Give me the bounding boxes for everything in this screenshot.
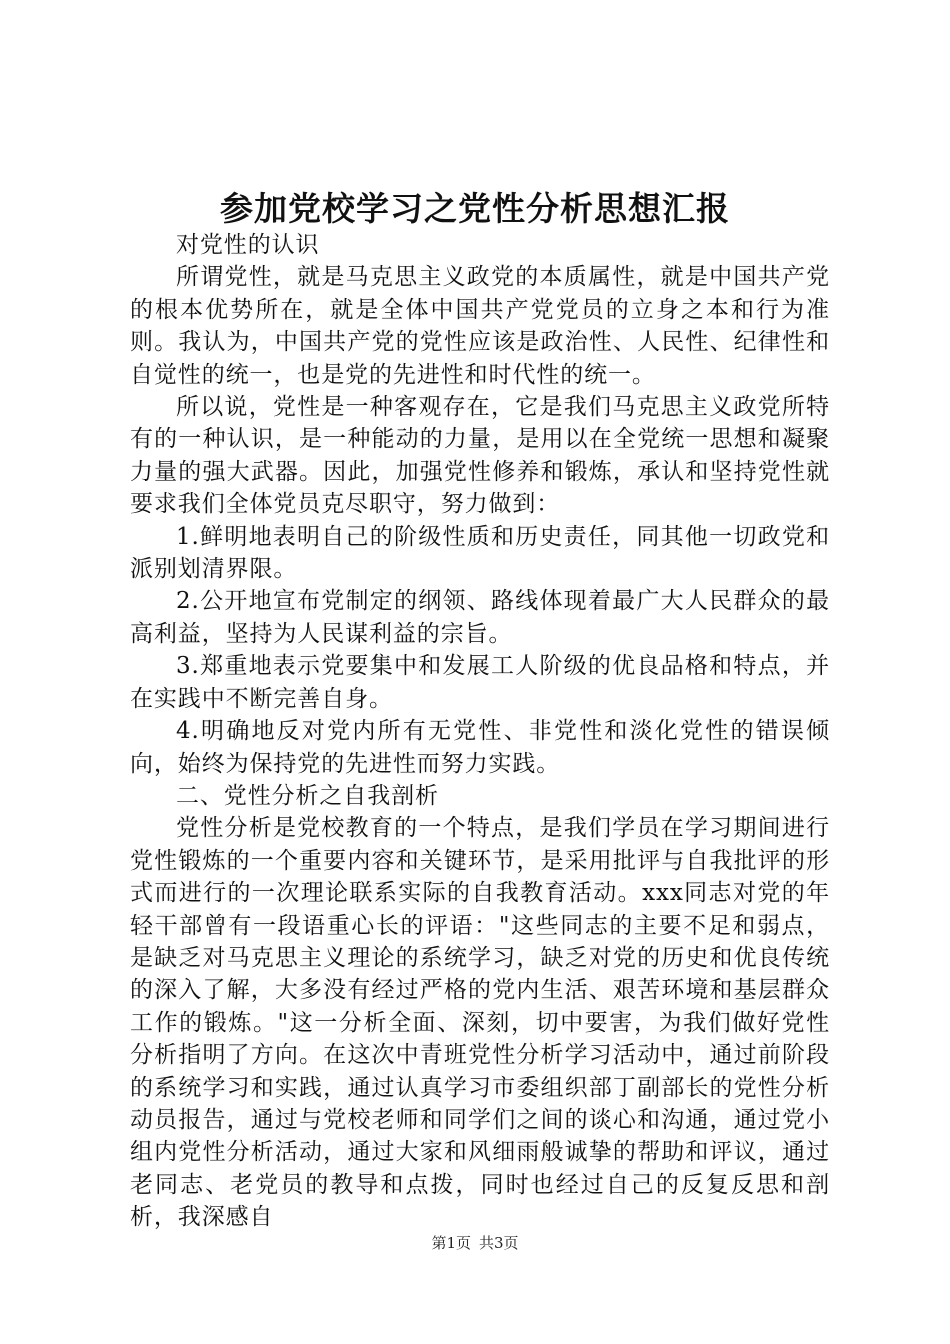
document-title: 参加党校学习之党性分析思想汇报 [220,189,730,228]
paragraph: 所谓党性，就是马克思主义政党的本质属性，就是中国共产党的根本优势所在，就是全体中国共产党党员的立身之本和行为准则。我认为，中国共产党的党性应该是政治性、人民性、纪律性和自觉性的统一，也是党的先进性和时代性的统一。 [130,264,830,388]
paragraph: 党性分析是党校教育的一个特点，是我们学员在学习期间进行党性锻炼的一个重要内容和关键环节，是采用批评与自我批评的形式而进行的一次理论联系实际的自我教育活动。xxx同志对党的年轻干部曾有一段语重心长的评语："这些同志的主要不足和弱点，是缺乏对马克思主义理论的系统学习，缺乏对党的历史和优良传统的深入了解，大多没有经过严格的党内生活、艰苦环境和基层群众工作的锻炼。"这一分析全面、深刻，切中要害，为我们做好党性分析指明了方向。在这次中青班党性分析学习活动中，通过前阶段的系统学习和实践，通过认真学习市委组织部丁副部长的党性分析动员报告，通过与党校老师和同学们之间的谈心和沟通，通过党小组内党性分析活动，通过大家和风细雨般诚挚的帮助和评议，通过老同志、老党员的教导和点拨，同时也经过自己的反复反思和剖析，我深感自 [130,815,830,1231]
section-heading-self-analysis: 二、党性分析之自我剖析 [176,782,439,809]
page-number: 第1页 [431,1234,471,1252]
document-body [130,229,830,1234]
section-heading-party-spirit: 对党性的认识 [176,232,320,258]
page-footer [0,1232,950,1254]
list-item: 4.明确地反对党内所有无党性、非党性和淡化党性的错误倾向，始终为保持党的先进性而努力实践。 [130,718,830,777]
list-item: 3.郑重地表示党要集中和发展工人阶级的优良品格和特点，并在实践中不断完善自身。 [130,653,830,712]
page-total: 共3页 [479,1234,519,1252]
list-item: 1.鲜明地表明自己的阶级性质和历史责任，同其他一切政党和派别划清界限。 [130,523,830,583]
list-item: 2.公开地宣布党制定的纲领、路线体现着最广大人民群众的最高利益，坚持为人民谋利益的宗旨。 [130,588,830,647]
paragraph: 所以说，党性是一种客观存在，它是我们马克思主义政党所特有的一种认识，是一种能动的力量，是用以在全党统一思想和凝聚力量的强大武器。因此，加强党性修养和锻炼，承认和坚持党性就要求我们全体党员克尽职守，努力做到： [130,394,830,518]
